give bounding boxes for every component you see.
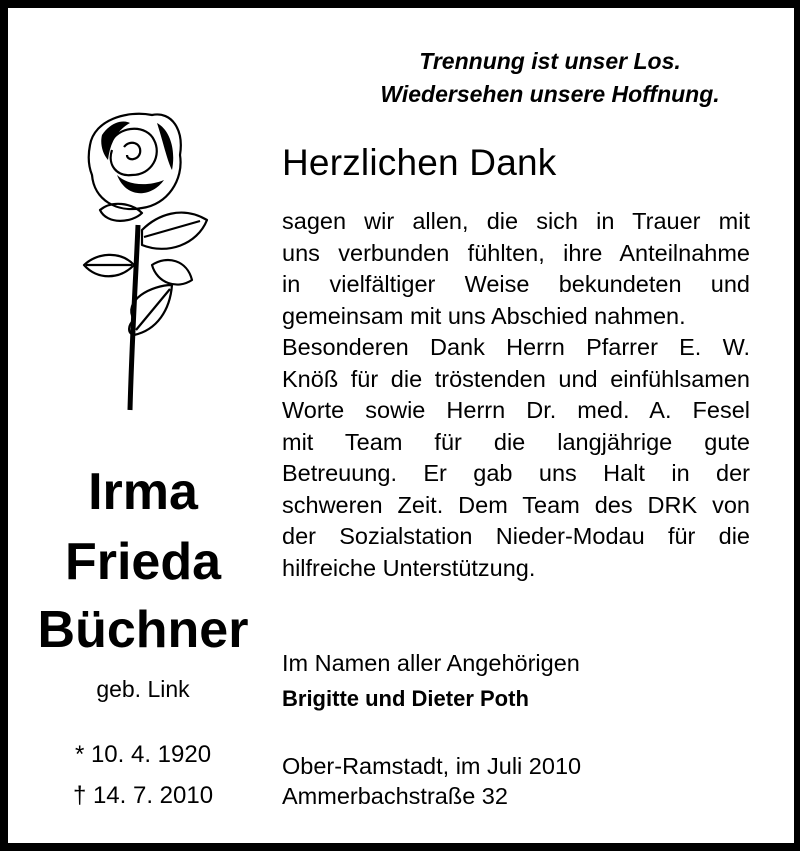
signature-names: Brigitte und Dieter Poth (282, 686, 529, 711)
body-text (282, 206, 750, 584)
deceased-surname: Büchner (37, 601, 249, 659)
body-line: Betreuung. Er gab uns Halt in der (282, 460, 750, 486)
body-line: in vielfältiger Weise bekundeten und (282, 271, 750, 297)
deceased-middle-name: Frieda (64, 533, 222, 591)
address: Ammerbachstraße 32 (282, 783, 508, 809)
body-line: Worte sowie Herrn Dr. med. A. Fesel (282, 397, 750, 423)
body-line: Besonderen Dank Herrn Pfarrer E. W. (282, 334, 750, 360)
signature-intro: Im Namen aller Angehörigen (282, 650, 580, 676)
motto-line-1: Trennung ist unser Los. (419, 48, 681, 74)
body-line: uns verbunden fühlten, ihre Anteilnahme (282, 239, 750, 266)
body-line: Knöß für die tröstenden und einfühlsamen (282, 365, 750, 392)
body-line: schweren Zeit. Dem Team des DRK von (282, 491, 750, 518)
body-line: gemeinsam mit uns Abschied nahmen. (282, 302, 686, 329)
deceased-first-name: Irma (88, 463, 198, 521)
motto-line-2: Wiedersehen unsere Hoffnung. (380, 81, 720, 107)
place-date: Ober-Ramstadt, im Juli 2010 (282, 753, 582, 779)
body-line: sagen wir allen, die sich in Trauer mit (282, 208, 750, 234)
body-line: hilfreiche Unterstützung. (282, 554, 536, 581)
body-line: mit Team für die langjährige gute (282, 428, 750, 455)
rose-illustration (72, 105, 212, 415)
body-line: der Sozialstation Nieder-Modau für die (282, 523, 750, 549)
maiden-name: geb. Link (96, 676, 190, 702)
birth-date: * 10. 4. 1920 (74, 741, 212, 768)
death-date: † 14. 7. 2010 (72, 782, 214, 809)
heading: Herzlichen Dank (282, 142, 557, 183)
